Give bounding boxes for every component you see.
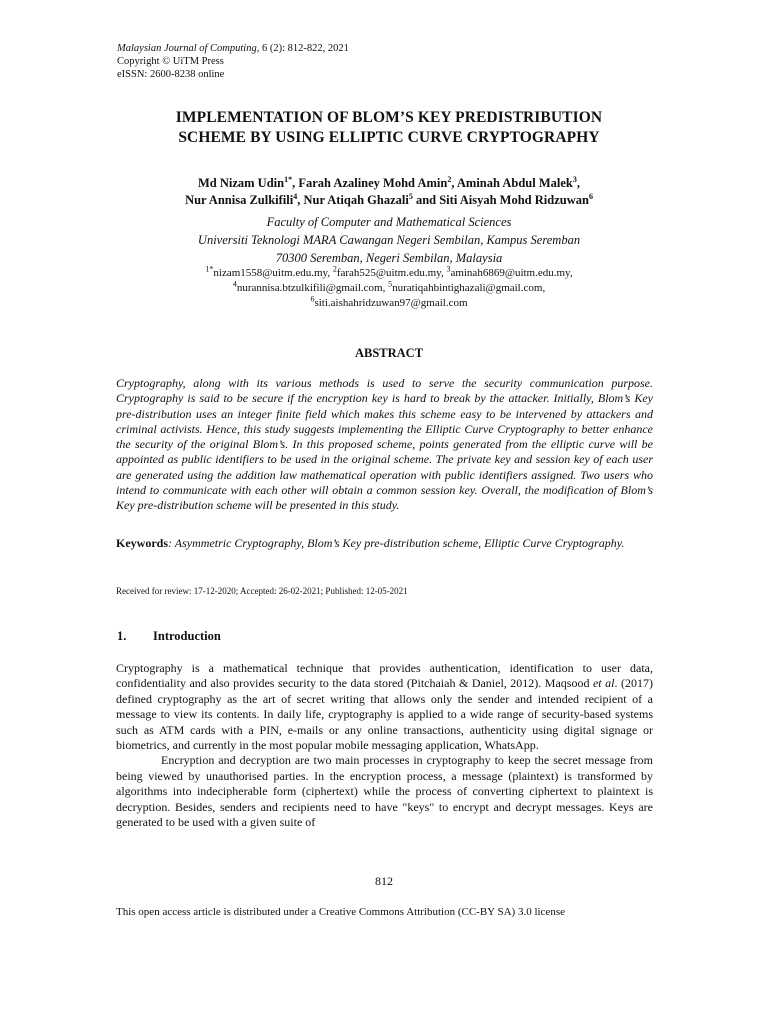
license-footer: This open access article is distributed under a Creative Commons Attribution (CC-BY SA) 3.0 license [116, 906, 565, 918]
affiliation-line-1: Faculty of Computer and Mathematical Sciences [266, 215, 512, 229]
email-line-1: $^{1*}$nizam1558@uitm.edu.my, $^2$farah525@uitm.edu.my, $^3$aminah6869@uitm.edu.my, [205, 264, 573, 279]
journal-volume: , 6 (2): 812-822, 2021 [256, 43, 349, 54]
email-sup: 6 [310, 294, 315, 304]
abstract-text: Cryptography, along with its various methods is used to serve the security communication purpose. Cryptography is said to be secure if the encryption key is hard to break by the attacker. Initially, Blom’s Key pre-distribution uses an integer finite field which makes this scheme easy to be intervened by attackers and criminal activists. Hence, this study suggests implementing the Elliptic Curve Cryptography to better enhance the security of the original Blom’s. In this proposed scheme, points generated from the elliptic curve will be appointed as public identifiers to be used in the original scheme. The private key and session key of each user are generated using the addition law mathematical operation with public identifiers assigned. Two users who intend to communicate with each other will obtain a common session key. Overall, the modification of Blom’s Key pre-distribution scheme will be presented in this study. [116, 376, 653, 513]
author-sup: 1* [284, 174, 293, 184]
email-sup: 3 [446, 264, 451, 274]
author-emails [100, 266, 678, 311]
author-name: Nur Annisa Zulkifili [185, 193, 294, 207]
paragraph [116, 661, 653, 753]
author-name: Siti Aisyah Mohd Ridzuwan [439, 193, 589, 207]
email-sup: 4 [232, 279, 237, 289]
keywords-label: Keywords [116, 536, 168, 550]
email-link[interactable]: nizam1558@uitm.edu.my [213, 267, 328, 279]
author-name: Md Nizam Udin [197, 176, 285, 190]
section-title: Introduction [153, 629, 221, 643]
paragraph-text: Cryptography is a mathematical technique that provides authentication, identification to user data, confidentiality and also provides security to the data stored (Pitchaiah & Daniel, 2012). Maqsood [116, 661, 653, 691]
journal-citation [117, 42, 349, 55]
author-line-1: Md Nizam Udin$^{1*}$, Farah Azaliney Mohd Amin$^2$, Aminah Abdul Malek$^3$, [197, 174, 581, 190]
journal-header [117, 42, 349, 81]
author-sup: 5 [408, 191, 413, 201]
author-name: Nur Atiqah Ghazali [303, 193, 409, 207]
email-line-2: $^4$nurannisa.btzulkifili@gmail.com, $^5$nuratiqahbintighazali@gmail.com, [232, 279, 546, 294]
email-link[interactable]: nuratiqahbintighazali@gmail.com [392, 282, 543, 294]
section-number: 1. [117, 629, 127, 643]
keywords [116, 536, 653, 551]
paper-title [100, 108, 678, 148]
section-heading [117, 629, 221, 644]
author-sup: 4 [293, 191, 298, 201]
keywords-text: : Asymmetric Cryptography, Blom’s Key pre-distribution scheme, Elliptic Curve Cryptography. [168, 536, 625, 550]
affiliation [100, 213, 678, 267]
author-name: Aminah Abdul Malek [456, 176, 573, 190]
eissn-line: eISSN: 2600-8238 online [117, 69, 225, 80]
affiliation-line-3: 70300 Seremban, Negeri Sembilan, Malaysia [275, 251, 503, 265]
title-line-1: IMPLEMENTATION OF BLOM’S KEY PREDISTRIBUTION [175, 109, 603, 126]
author-sup: 6 [588, 191, 593, 201]
author-list [100, 175, 678, 209]
email-link[interactable]: nurannisa.btzulkifili@gmail.com [236, 282, 383, 294]
body-text [116, 661, 653, 830]
email-link[interactable]: siti.aishahridzuwan97@gmail.com [314, 297, 468, 309]
journal-name: Malaysian Journal of Computing [117, 43, 257, 54]
email-line-3 [100, 296, 678, 311]
email-link[interactable]: aminah6869@uitm.edu.my [450, 267, 570, 279]
review-dates: Received for review: 17-12-2020; Accepted: 26-02-2021; Published: 12-05-2021 [116, 586, 408, 596]
title-line-2: SCHEME BY USING ELLIPTIC CURVE CRYPTOGRAPHY [178, 129, 600, 146]
paragraph: Encryption and decryption are two main processes in cryptography to keep the secret message from being viewed by unauthorised parties. In the encryption process, a message (plaintext) is transformed by algorithms into indecipherable form (ciphertext) while the process of converting ciphertext to plaintext is decryption. Besides, senders and recipients need to have "keys" to encrypt and decrypt messages. Keys are generated to be used with a given suite of [116, 753, 653, 830]
email-sup: 1* [205, 264, 214, 274]
paragraph-text: . (2017) defined cryptography as the art of secret writing that allows only the sender and intended recipient of a message to view its contents. In daily life, cryptography is applied to a wide range of security-based systems such as ATM cards with a PIN, e-mails or any online transactions, authenticity using digital signage or biometrics, and currently in the most popular mobile messaging application, WhatsApp. [116, 676, 653, 753]
author-sup: 2 [447, 174, 452, 184]
email-sup: 2 [332, 264, 337, 274]
citation-etal: et al [592, 676, 615, 691]
affiliation-line-2: Universiti Teknologi MARA Cawangan Negeri Sembilan, Kampus Seremban [197, 233, 581, 247]
page-number: 812 [375, 874, 393, 888]
email-link[interactable]: farah525@uitm.edu.my [336, 267, 441, 279]
copyright-line: Copyright © UiTM Press [117, 56, 224, 67]
author-name: Farah Azaliney Mohd Amin [298, 176, 448, 190]
email-sup: 5 [388, 279, 393, 289]
author-line-2: Nur Annisa Zulkifili$^4$, Nur Atiqah Ghazali$^5$ and Siti Aisyah Mohd Ridzuwan$^6$ [185, 191, 593, 207]
author-sup: 3 [572, 174, 577, 184]
abstract-heading: ABSTRACT [354, 346, 424, 360]
